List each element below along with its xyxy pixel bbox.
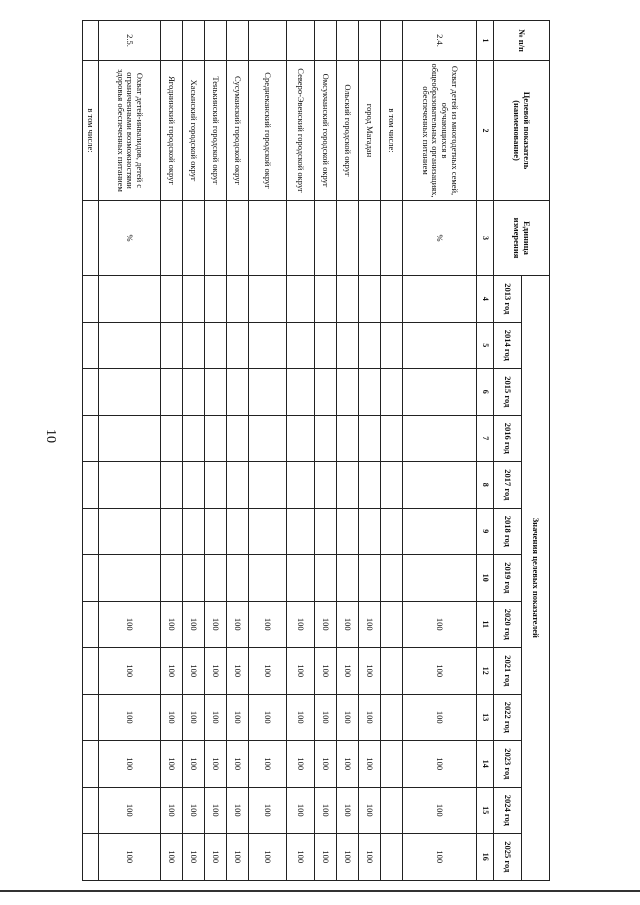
value-cell (381, 322, 403, 369)
value-cell (381, 601, 403, 648)
value-cell (315, 462, 337, 509)
value-cell: 100 (249, 601, 287, 648)
value-cell: 100 (359, 834, 381, 881)
value-cell (249, 369, 287, 416)
table-row (337, 21, 359, 881)
header-year-10: 2023 год (494, 741, 522, 788)
value-cell (359, 276, 381, 323)
table-body (83, 21, 477, 881)
column-number-15: 16 (477, 834, 494, 881)
unit-cell (227, 201, 249, 276)
value-cell (287, 462, 315, 509)
column-number-0: 1 (477, 21, 494, 61)
value-cell (227, 555, 249, 602)
value-cell (381, 276, 403, 323)
target-indicators-table (82, 20, 550, 881)
column-number-13: 14 (477, 741, 494, 788)
value-cell: 100 (99, 601, 161, 648)
value-cell: 100 (249, 648, 287, 695)
value-cell: 100 (161, 741, 183, 788)
value-cell: 100 (287, 741, 315, 788)
value-cell (249, 276, 287, 323)
table-row (359, 21, 381, 881)
column-number-5: 6 (477, 369, 494, 416)
value-cell: 100 (359, 741, 381, 788)
unit-cell: % (99, 201, 161, 276)
value-cell: 100 (183, 741, 205, 788)
value-cell (99, 462, 161, 509)
value-cell (359, 322, 381, 369)
value-cell (381, 369, 403, 416)
row-number-cell (249, 21, 287, 61)
value-cell (99, 508, 161, 555)
value-cell (83, 601, 99, 648)
value-cell (183, 276, 205, 323)
value-cell (161, 508, 183, 555)
value-cell (359, 508, 381, 555)
value-cell: 100 (205, 834, 227, 881)
value-cell: 100 (337, 741, 359, 788)
value-cell (227, 462, 249, 509)
value-cell: 100 (315, 834, 337, 881)
table-row (403, 21, 477, 881)
value-cell: 100 (359, 648, 381, 695)
column-number-8: 9 (477, 508, 494, 555)
row-number-cell (183, 21, 205, 61)
row-number-cell (337, 21, 359, 61)
value-cell: 100 (337, 648, 359, 695)
value-cell: 100 (183, 694, 205, 741)
indicator-name-cell: Охват детей-инвалидов, детей с ограниченными возможностями здоровья обеспеченных питанием (99, 61, 161, 201)
value-cell: 100 (99, 694, 161, 741)
value-cell: 100 (227, 787, 249, 834)
column-number-1: 2 (477, 61, 494, 201)
value-cell (99, 276, 161, 323)
value-cell: 100 (337, 834, 359, 881)
header-year-0: 2013 год (494, 276, 522, 323)
value-cell (99, 369, 161, 416)
value-cell (381, 834, 403, 881)
unit-cell (337, 201, 359, 276)
value-cell: 100 (287, 787, 315, 834)
column-number-4: 5 (477, 322, 494, 369)
value-cell (249, 462, 287, 509)
value-cell: 100 (315, 741, 337, 788)
value-cell (403, 322, 477, 369)
value-cell (83, 462, 99, 509)
value-cell (359, 415, 381, 462)
value-cell (381, 694, 403, 741)
value-cell: 100 (287, 694, 315, 741)
row-number-cell: 2.5. (99, 21, 161, 61)
value-cell (99, 322, 161, 369)
unit-cell (161, 201, 183, 276)
value-cell (227, 369, 249, 416)
indicator-name-cell: Охват детей из многодетных семей, обучающихся в общеобразовательных организациях, обеспеченных питанием (403, 61, 477, 201)
row-number-cell (287, 21, 315, 61)
value-cell (83, 369, 99, 416)
value-cell: 100 (227, 694, 249, 741)
value-cell (161, 369, 183, 416)
value-cell: 100 (287, 601, 315, 648)
indicator-name-cell: Хасынский городской округ (183, 61, 205, 201)
value-cell (83, 694, 99, 741)
value-cell (83, 508, 99, 555)
value-cell (249, 415, 287, 462)
value-cell (287, 415, 315, 462)
value-cell (287, 369, 315, 416)
value-cell (287, 322, 315, 369)
value-cell: 100 (205, 601, 227, 648)
value-cell: 100 (315, 694, 337, 741)
value-cell (381, 555, 403, 602)
unit-cell (83, 201, 99, 276)
unit-cell (287, 201, 315, 276)
value-cell (205, 462, 227, 509)
indicator-name-cell: Северо-Эвенский городской округ (287, 61, 315, 201)
table-row (381, 21, 403, 881)
unit-cell (183, 201, 205, 276)
value-cell: 100 (183, 601, 205, 648)
value-cell (287, 555, 315, 602)
value-cell: 100 (161, 694, 183, 741)
value-cell (205, 555, 227, 602)
value-cell (403, 555, 477, 602)
header-year-8: 2021 год (494, 648, 522, 695)
table-row (227, 21, 249, 881)
column-number-12: 13 (477, 694, 494, 741)
row-number-cell (227, 21, 249, 61)
value-cell: 100 (161, 648, 183, 695)
value-cell: 100 (227, 741, 249, 788)
row-number-cell (161, 21, 183, 61)
value-cell (337, 415, 359, 462)
value-cell: 100 (205, 694, 227, 741)
value-cell (381, 648, 403, 695)
unit-cell (249, 201, 287, 276)
header-unit: Единица измерения (494, 201, 550, 276)
value-cell: 100 (161, 834, 183, 881)
value-cell (249, 508, 287, 555)
value-cell: 100 (161, 601, 183, 648)
value-cell (99, 555, 161, 602)
indicator-name-cell: Омсукчанский городской округ (315, 61, 337, 201)
value-cell (287, 276, 315, 323)
value-cell: 100 (403, 834, 477, 881)
value-cell: 100 (99, 787, 161, 834)
value-cell (403, 276, 477, 323)
value-cell: 100 (99, 834, 161, 881)
value-cell: 100 (183, 648, 205, 695)
value-cell (161, 415, 183, 462)
value-cell: 100 (249, 787, 287, 834)
value-cell: 100 (249, 834, 287, 881)
value-cell (337, 462, 359, 509)
value-cell (227, 415, 249, 462)
table-row (205, 21, 227, 881)
indicator-name-cell: Сусуманский городской округ (227, 61, 249, 201)
value-cell (161, 555, 183, 602)
value-cell: 100 (403, 694, 477, 741)
value-cell: 100 (403, 648, 477, 695)
row-number-cell: 2.4. (403, 21, 477, 61)
value-cell: 100 (403, 787, 477, 834)
value-cell (99, 415, 161, 462)
column-number-11: 12 (477, 648, 494, 695)
table-row (287, 21, 315, 881)
value-cell (83, 741, 99, 788)
value-cell: 100 (227, 601, 249, 648)
value-cell: 100 (99, 648, 161, 695)
unit-cell (381, 201, 403, 276)
value-cell: 100 (315, 601, 337, 648)
header-num: № п/п (494, 21, 550, 61)
value-cell (83, 787, 99, 834)
value-cell (205, 415, 227, 462)
header-values-group: Значения целевых показателей (522, 276, 550, 881)
header-year-7: 2020 год (494, 601, 522, 648)
value-cell (183, 555, 205, 602)
table-row (315, 21, 337, 881)
row-number-cell (205, 21, 227, 61)
value-cell (359, 462, 381, 509)
value-cell (381, 415, 403, 462)
unit-cell (315, 201, 337, 276)
scan-edge-line (0, 890, 640, 892)
indicator-name-cell: город Магадан (359, 61, 381, 201)
value-cell (337, 322, 359, 369)
value-cell (161, 276, 183, 323)
value-cell (205, 369, 227, 416)
value-cell (83, 648, 99, 695)
row-number-cell (83, 21, 99, 61)
row-number-cell (315, 21, 337, 61)
row-number-cell (359, 21, 381, 61)
value-cell (83, 415, 99, 462)
value-cell (83, 834, 99, 881)
value-cell (381, 741, 403, 788)
value-cell (315, 369, 337, 416)
column-number-2: 3 (477, 201, 494, 276)
value-cell: 100 (99, 741, 161, 788)
value-cell (337, 369, 359, 416)
value-cell (205, 276, 227, 323)
value-cell (183, 462, 205, 509)
unit-cell: % (403, 201, 477, 276)
table-row (83, 21, 99, 881)
value-cell (337, 276, 359, 323)
value-cell (403, 415, 477, 462)
value-cell (359, 555, 381, 602)
value-cell (403, 369, 477, 416)
value-cell (337, 555, 359, 602)
value-cell (227, 508, 249, 555)
indicator-name-cell: в том числе: (381, 61, 403, 201)
value-cell (381, 462, 403, 509)
value-cell (381, 787, 403, 834)
value-cell: 100 (315, 787, 337, 834)
table-row (183, 21, 205, 881)
value-cell (161, 322, 183, 369)
table-row (249, 21, 287, 881)
header-year-12: 2025 год (494, 834, 522, 881)
table-row (99, 21, 161, 881)
header-year-1: 2014 год (494, 322, 522, 369)
header-year-4: 2017 год (494, 462, 522, 509)
value-cell (315, 508, 337, 555)
value-cell (183, 322, 205, 369)
header-indicator: Целевой показатель (наименование) (494, 61, 550, 201)
value-cell (315, 322, 337, 369)
value-cell (83, 322, 99, 369)
value-cell: 100 (183, 787, 205, 834)
header-year-5: 2018 год (494, 508, 522, 555)
column-number-7: 8 (477, 462, 494, 509)
value-cell (183, 415, 205, 462)
header-year-9: 2022 год (494, 694, 522, 741)
value-cell (315, 276, 337, 323)
header-year-6: 2019 год (494, 555, 522, 602)
value-cell (337, 508, 359, 555)
value-cell (227, 322, 249, 369)
indicator-name-cell: в том числе: (83, 61, 99, 201)
value-cell: 100 (359, 787, 381, 834)
value-cell (83, 555, 99, 602)
value-cell: 100 (287, 834, 315, 881)
value-cell: 100 (337, 601, 359, 648)
header-year-3: 2016 год (494, 415, 522, 462)
value-cell (381, 508, 403, 555)
value-cell: 100 (205, 787, 227, 834)
column-number-10: 11 (477, 601, 494, 648)
value-cell (403, 508, 477, 555)
unit-cell (205, 201, 227, 276)
value-cell: 100 (403, 601, 477, 648)
value-cell: 100 (359, 694, 381, 741)
value-cell: 100 (249, 741, 287, 788)
column-numbers-row (477, 21, 494, 881)
value-cell: 100 (227, 834, 249, 881)
value-cell (287, 508, 315, 555)
value-cell (403, 462, 477, 509)
value-cell: 100 (287, 648, 315, 695)
value-cell (249, 555, 287, 602)
value-cell: 100 (161, 787, 183, 834)
value-cell: 100 (205, 741, 227, 788)
value-cell: 100 (359, 601, 381, 648)
unit-cell (359, 201, 381, 276)
page-number: 10 (43, 429, 58, 443)
indicator-name-cell: Ягоднинский городской округ (161, 61, 183, 201)
column-number-9: 10 (477, 555, 494, 602)
rotated-table-area (80, 20, 550, 880)
column-number-3: 4 (477, 276, 494, 323)
rotated-page-content (80, 20, 550, 880)
value-cell (359, 369, 381, 416)
value-cell (315, 555, 337, 602)
header-year-2: 2015 год (494, 369, 522, 416)
indicator-name-cell: Тенькинский городской округ (205, 61, 227, 201)
value-cell (205, 322, 227, 369)
header-year-11: 2024 год (494, 787, 522, 834)
table-row (161, 21, 183, 881)
value-cell (161, 462, 183, 509)
value-cell: 100 (227, 648, 249, 695)
column-number-6: 7 (477, 415, 494, 462)
value-cell: 100 (315, 648, 337, 695)
value-cell (205, 508, 227, 555)
value-cell (249, 322, 287, 369)
header-row-top (522, 21, 550, 881)
column-number-14: 15 (477, 787, 494, 834)
value-cell (315, 415, 337, 462)
value-cell (183, 508, 205, 555)
value-cell: 100 (403, 741, 477, 788)
value-cell: 100 (337, 694, 359, 741)
value-cell: 100 (249, 694, 287, 741)
value-cell (227, 276, 249, 323)
value-cell (83, 276, 99, 323)
value-cell: 100 (337, 787, 359, 834)
value-cell: 100 (205, 648, 227, 695)
row-number-cell (381, 21, 403, 61)
indicator-name-cell: Среднеканский городской округ (249, 61, 287, 201)
value-cell (183, 369, 205, 416)
indicator-name-cell: Ольский городской округ (337, 61, 359, 201)
value-cell: 100 (183, 834, 205, 881)
